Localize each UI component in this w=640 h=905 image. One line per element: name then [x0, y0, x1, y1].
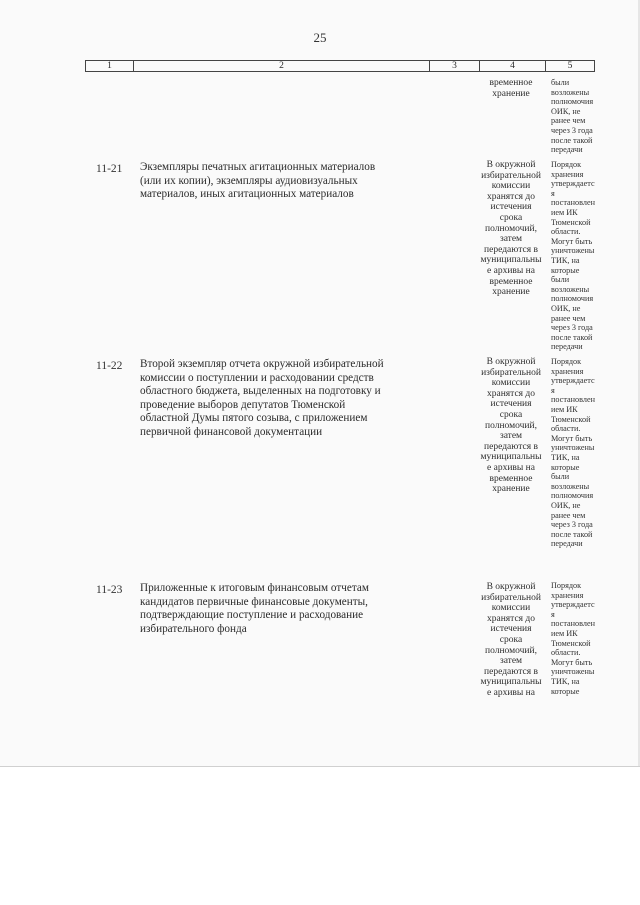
- text-line: области.: [551, 424, 581, 434]
- text-line: хранения: [551, 590, 584, 600]
- text-line: затем: [499, 656, 523, 667]
- text-line: полномочий,: [485, 645, 537, 656]
- text-line: комиссии: [491, 603, 531, 614]
- text-line: постановлен: [551, 619, 595, 629]
- text-line: хранятся до: [487, 613, 535, 624]
- text-line: я: [551, 385, 555, 395]
- text-line: после такой: [551, 529, 593, 539]
- entry-description: [140, 582, 423, 636]
- text-line: областного бюджета, выделенных на подготовку и: [140, 385, 381, 398]
- text-line: ТИК, на: [551, 676, 580, 686]
- text-line: через 3 года: [551, 520, 593, 530]
- text-line: я: [551, 609, 555, 619]
- text-line: затем: [499, 234, 523, 245]
- text-line: утверждаетс: [551, 179, 595, 189]
- entry-note: [551, 581, 599, 696]
- entry-storage-place: [475, 582, 547, 699]
- entry-description: [140, 358, 423, 440]
- text-line: Приложенные к итоговым финансовым отчетам: [140, 582, 369, 594]
- text-line: после такой: [551, 135, 593, 145]
- text-line: первичной финансовой документации: [140, 425, 323, 438]
- text-line: области.: [551, 227, 581, 237]
- text-line: срока: [499, 409, 523, 420]
- text-line: Тюменской: [551, 638, 591, 648]
- text-line: передаются в: [484, 244, 538, 255]
- text-line: возложены: [551, 87, 590, 97]
- text-line: Могут быть: [551, 433, 593, 443]
- text-line: через 3 года: [551, 125, 593, 135]
- text-line: истечения: [490, 399, 532, 410]
- header-col-5: 5: [567, 61, 573, 71]
- text-line: ТИК, на: [551, 255, 580, 265]
- carryover-storage-place: [475, 78, 547, 99]
- text-line: избирательной: [481, 367, 541, 378]
- text-line: подтверждающие поступление и расходование: [140, 609, 364, 622]
- text-line: В окружной: [486, 582, 536, 592]
- text-line: материалов, иных агитационных материалов: [140, 188, 354, 201]
- text-line: я: [551, 188, 555, 198]
- carryover-note: [551, 78, 599, 155]
- text-line: ранее чем: [551, 116, 586, 126]
- text-line: полномочия: [551, 294, 594, 304]
- text-line: Могут быть: [551, 236, 593, 246]
- text-line: комиссии: [491, 378, 531, 389]
- entry-code: 11-22: [96, 360, 123, 372]
- text-line: областной Думы пятого созыва, с приложением: [140, 412, 368, 425]
- text-line: проведение выборов депутатов Тюменской: [140, 398, 346, 411]
- text-line: кандидатов первичные финансовые документы,: [140, 595, 368, 608]
- entry-code: 11-23: [96, 584, 123, 596]
- text-line: ранее чем: [551, 510, 586, 520]
- text-line: (или их копии), экземпляры аудиовизуальных: [140, 174, 358, 187]
- text-line: постановлен: [551, 198, 595, 208]
- text-line: были: [551, 472, 570, 482]
- text-line: истечения: [490, 624, 532, 635]
- header-col-1: 1: [86, 61, 134, 71]
- text-line: утверждаетс: [551, 600, 595, 610]
- text-line: хранения: [551, 366, 584, 376]
- text-line: ием ИК: [551, 207, 578, 217]
- text-line: ранее чем: [551, 313, 586, 323]
- text-line: через 3 года: [551, 323, 593, 333]
- text-line: области.: [551, 648, 581, 658]
- text-line: уничтожены: [551, 246, 595, 256]
- text-line: срока: [499, 212, 523, 223]
- text-line: ОИК, не: [551, 303, 581, 313]
- text-line: полномочия: [551, 491, 594, 501]
- text-line: передаются в: [484, 666, 538, 677]
- text-line: временное: [489, 78, 533, 88]
- text-line: были: [551, 78, 570, 87]
- header-col-4: 4: [480, 61, 546, 71]
- text-line: полномочий,: [485, 223, 537, 234]
- entry-description: [140, 161, 423, 202]
- text-line: после такой: [551, 332, 593, 342]
- header-col-2: 2: [134, 61, 430, 71]
- text-line: возложены: [551, 284, 590, 294]
- text-line: муниципальны: [480, 255, 542, 266]
- text-line: ОИК, не: [551, 500, 581, 510]
- entry-storage-place: [475, 357, 547, 495]
- text-line: хранение: [492, 88, 530, 99]
- text-line: Экземпляры печатных агитационных материалов: [140, 161, 376, 173]
- text-line: хранятся до: [487, 388, 535, 399]
- text-line: Тюменской: [551, 414, 591, 424]
- text-line: которые: [551, 686, 580, 696]
- text-line: хранение: [492, 484, 530, 495]
- text-line: временное: [489, 276, 533, 287]
- entry-note: [551, 160, 599, 352]
- text-line: передачи: [551, 342, 583, 352]
- header-col-3: 3: [430, 61, 480, 71]
- text-line: хранятся до: [487, 191, 535, 202]
- text-line: постановлен: [551, 395, 595, 405]
- entry-note: [551, 357, 599, 549]
- text-line: полномочий,: [485, 420, 537, 431]
- text-line: ОИК, не: [551, 106, 581, 116]
- text-line: Порядок: [551, 160, 582, 169]
- text-line: комиссии о поступлении и расходовании средств: [140, 371, 374, 384]
- text-line: В окружной: [486, 160, 536, 170]
- text-line: которые: [551, 462, 580, 472]
- text-line: Могут быть: [551, 657, 593, 667]
- text-line: были: [551, 275, 570, 285]
- text-line: уничтожены: [551, 667, 595, 677]
- text-line: хранение: [492, 287, 530, 298]
- text-line: В окружной: [486, 357, 536, 367]
- text-line: утверждаетс: [551, 376, 595, 386]
- text-line: избирательной: [481, 592, 541, 603]
- text-line: ием ИК: [551, 404, 578, 414]
- text-line: возложены: [551, 481, 590, 491]
- text-line: затем: [499, 431, 523, 442]
- text-line: ТИК, на: [551, 452, 580, 462]
- text-line: е архивы на: [487, 265, 535, 276]
- page-number: 25: [313, 30, 327, 45]
- text-line: Порядок: [551, 581, 582, 590]
- text-line: е архивы на: [487, 687, 535, 698]
- text-line: передаются в: [484, 441, 538, 452]
- text-line: временное: [489, 473, 533, 484]
- text-line: истечения: [490, 202, 532, 213]
- text-line: которые: [551, 265, 580, 275]
- text-line: уничтожены: [551, 443, 595, 453]
- text-line: полномочия: [551, 97, 594, 107]
- text-line: передачи: [551, 539, 583, 549]
- text-line: избирательного фонда: [140, 622, 247, 635]
- entry-code: 11-21: [96, 163, 123, 175]
- text-line: комиссии: [491, 181, 531, 192]
- entry-storage-place: [475, 160, 547, 298]
- text-line: муниципальны: [480, 452, 542, 463]
- text-line: Тюменской: [551, 217, 591, 227]
- text-line: передачи: [551, 145, 583, 155]
- table-header-row: [85, 60, 595, 72]
- text-line: муниципальны: [480, 677, 542, 688]
- text-line: Второй экземпляр отчета окружной избирательной: [140, 358, 384, 370]
- text-line: срока: [499, 634, 523, 645]
- text-line: Порядок: [551, 357, 582, 366]
- text-line: избирательной: [481, 170, 541, 181]
- text-line: хранения: [551, 169, 584, 179]
- text-line: ием ИК: [551, 628, 578, 638]
- text-line: е архивы на: [487, 462, 535, 473]
